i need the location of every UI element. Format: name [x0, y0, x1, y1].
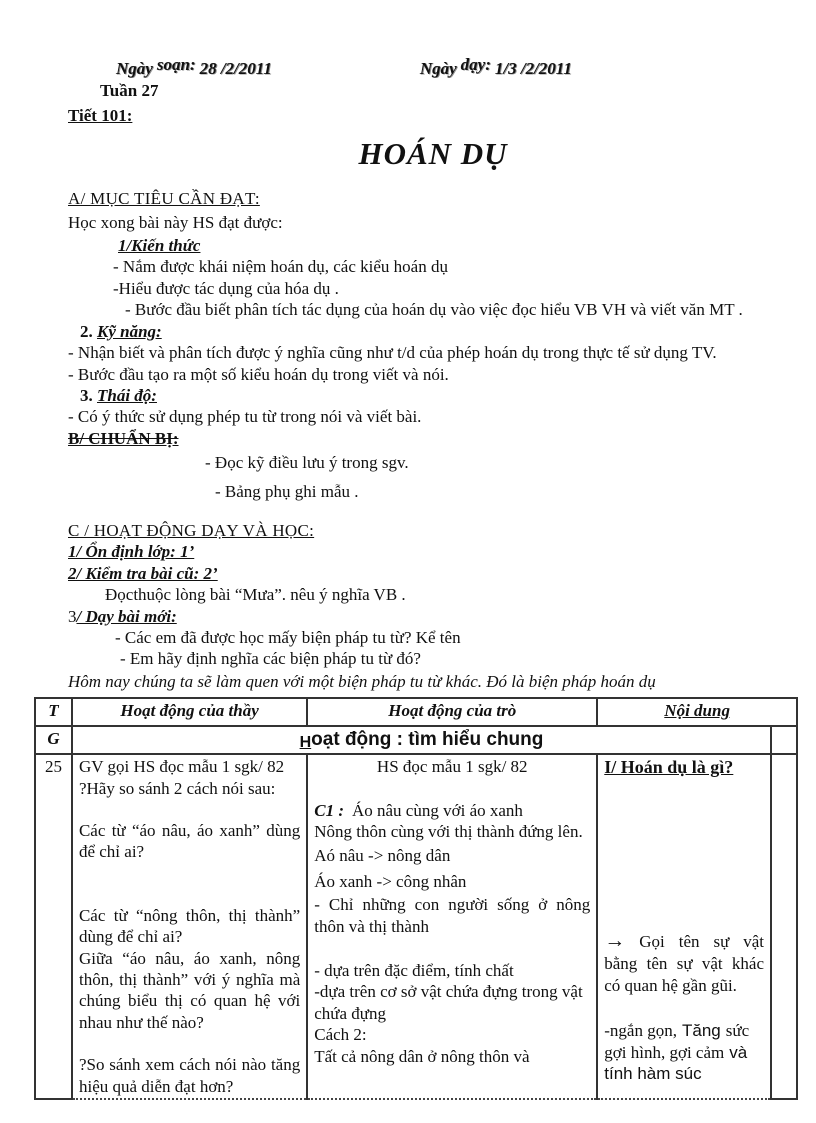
period-label: Tiết 101:: [68, 105, 133, 125]
date-taught-value: 1/3 /2/2011: [494, 59, 572, 78]
activity-banner-row: [35, 726, 797, 754]
spacer-cell: [771, 726, 797, 754]
step-3: [68, 606, 798, 627]
date-composed-label-raised: soạn:: [156, 55, 196, 74]
step-2-note: Đọcthuộc lòng bài “Mưa”. nêu ý nghĩa VB .: [105, 585, 406, 605]
preparation-item: - Bảng phụ ghi mẫu .: [215, 481, 359, 501]
activity-banner-text: oạt động : tìm hiểu chung: [311, 729, 544, 751]
attitude-heading-label: Thái độ:: [97, 385, 157, 405]
attitude-heading-number: 3.: [80, 385, 93, 405]
date-taught-label-raised: dạy:: [460, 55, 491, 74]
content-effect: [604, 1020, 764, 1084]
content-effect-part: -ngắn gọn,: [604, 1021, 677, 1041]
content-heading: I/ Hoán dụ là gì?: [604, 757, 734, 778]
attitude-item: - Có ý thức sử dụng phép tu từ trong nói và viết bài.: [68, 407, 422, 427]
skills-item: - Bước đầu tạo ra một số kiểu hoán dụ trong viết và nói.: [68, 364, 449, 384]
skills-heading: [80, 321, 798, 342]
teacher-paragraph: Các từ “nông thôn, thị thành” dùng để chỉ ai?: [78, 905, 301, 947]
content-effect-part: và tính hàm súc: [604, 1042, 748, 1083]
date-composed: [116, 55, 272, 79]
teacher-paragraph: Các từ “áo nâu, áo xanh” dùng để chỉ ai?: [78, 821, 301, 862]
student-example-c1: [314, 800, 590, 821]
student-paragraph: HS đọc mẫu 1 sgk/ 82: [376, 757, 528, 777]
student-paragraph: - dựa trên đặc điểm, tính chất: [314, 961, 514, 981]
lead-in-sentence: Hôm nay chúng ta sẽ làm quen với một biện pháp tu từ khác. Đó là biện pháp hoán dụ: [68, 671, 656, 691]
step-3-question: - Các em đã được học mấy biện pháp tu từ? Kể tên: [115, 627, 461, 647]
activity-table: [34, 697, 798, 1100]
content-effect-part: Tăng: [681, 1021, 721, 1041]
skills-heading-number: 2.: [80, 321, 93, 341]
page-title: HOÁN DỤ: [358, 136, 508, 172]
date-taught: [419, 55, 572, 79]
week-label: Tuần 27: [100, 81, 159, 101]
student-paragraph: Tất cả nông dân ở nông thôn và: [314, 1046, 530, 1066]
header-cell-time-t: T: [35, 698, 72, 726]
section-b-heading: B/ CHUẨN BỊ:: [68, 428, 179, 448]
student-example-c1-text: Áo nâu cùng với áo xanh: [351, 800, 523, 820]
teacher-paragraph: ?So sánh xem cách nói nào tăng hiệu quả diễn đạt hơn?: [78, 1055, 301, 1096]
date-taught-label: Ngày: [419, 59, 457, 78]
skills-heading-label: Kỹ năng:: [97, 321, 162, 341]
section-a-heading: A/ MỤC TIÊU CẦN ĐẠT:: [68, 189, 260, 209]
student-paragraph: - Chỉ những con người sống ở nông thôn và thị thành: [314, 895, 591, 936]
header-cell-content: Nội dung: [597, 698, 797, 726]
student-example-c1-label: C1 :: [314, 800, 344, 820]
student-paragraph: -dựa trên cơ sở vật chứa đựng trong vật chứa đựng: [314, 982, 583, 1023]
section-a-intro: Học xong bài này HS đạt được:: [68, 212, 283, 232]
table-body-row: [35, 754, 797, 1099]
header-cell-teacher: Hoạt động của thầy: [72, 698, 307, 726]
header-cell-time-g: G: [35, 726, 72, 754]
student-activity-cell: [307, 754, 597, 1099]
arrow-icon: →: [604, 927, 626, 952]
content-definition: [604, 927, 764, 996]
section-c-heading: C / HOẠT ĐỘNG DẠY VÀ HỌC:: [68, 520, 315, 540]
activity-banner: [72, 726, 771, 754]
teacher-activity-cell: [72, 754, 307, 1099]
date-composed-value: 28 /2/2011: [199, 59, 272, 78]
attitude-heading: [80, 385, 798, 406]
content-definition-text: Gọi tên sự vật bằng tên sự vật khác có quan hệ gần gũi.: [604, 931, 765, 995]
table-header-row: [35, 698, 797, 726]
time-cell: 25: [35, 754, 72, 1099]
content-effect-part: sức gợi hình, gợi cảm: [604, 1021, 750, 1062]
preparation-item: - Đọc kỹ điều lưu ý trong sgv.: [205, 453, 409, 473]
skills-item: - Nhận biết và phân tích được ý nghĩa cũng như t/d của phép hoán dụ trong thực tế sử dụng TV.: [68, 343, 717, 363]
student-paragraph: Áo xanh -> công nhân: [314, 871, 467, 891]
student-paragraph: Aó nâu -> nông dân: [314, 846, 451, 866]
teacher-paragraph: GV gọi HS đọc mẫu 1 sgk/ 82: [78, 757, 285, 777]
step-3-question: - Em hãy định nghĩa các biện pháp tu từ đó?: [120, 649, 421, 669]
knowledge-item: - Bước đầu biết phân tích tác dụng của hoán dụ vào việc đọc hiểu VB VH và viết văn MT .: [125, 300, 743, 320]
step-3-label: / Dạy bài mới:: [76, 606, 177, 626]
knowledge-heading: 1/Kiến thức: [118, 236, 201, 256]
teacher-paragraph: ?Hãy so sánh 2 cách nói sau:: [78, 778, 276, 798]
step-3-number: 3: [68, 606, 77, 626]
date-composed-label: Ngày: [116, 59, 153, 78]
student-paragraph: Cách 2:: [314, 1025, 367, 1045]
step-1: 1/ Ổn định lớp: 1’: [68, 542, 195, 562]
knowledge-item: - Nắm được khái niệm hoán dụ, các kiểu hoán dụ: [113, 257, 448, 277]
student-paragraph: Nông thôn cùng với thị thành đứng lên.: [314, 822, 583, 842]
header-cell-student: Hoạt động của trò: [307, 698, 597, 726]
spacer-cell: [771, 754, 797, 1099]
activity-banner-initial: H: [299, 734, 312, 752]
knowledge-item: -Hiểu được tác dụng của hóa dụ .: [113, 278, 339, 298]
step-2: 2/ Kiểm tra bài cũ: 2’: [68, 563, 218, 583]
dateline: [68, 55, 798, 79]
content-cell: [597, 754, 771, 1099]
teacher-paragraph: Giữa “áo nâu, áo xanh, nông thôn, thị thành” với ý nghĩa mà chúng biểu thị có quan hệ với nhau như thế nào?: [78, 948, 301, 1032]
